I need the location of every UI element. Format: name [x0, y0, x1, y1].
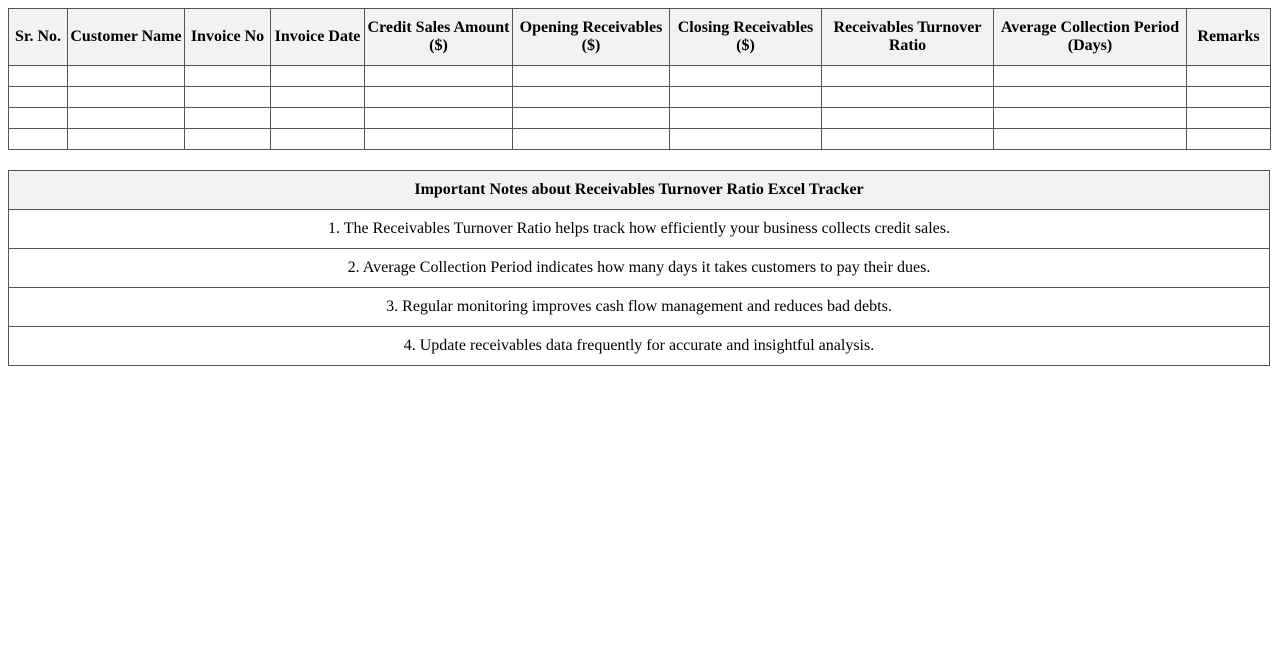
cell-customer-name[interactable]	[68, 129, 185, 150]
cell-opening-receivables[interactable]	[513, 87, 670, 108]
cell-credit-sales-amount[interactable]	[365, 66, 513, 87]
note-row	[9, 210, 1270, 249]
note-row	[9, 249, 1270, 288]
cell-remarks[interactable]	[1187, 108, 1271, 129]
note-row	[9, 327, 1270, 366]
note-item-3: 3. Regular monitoring improves cash flow management and reduces bad debts.	[9, 288, 1270, 327]
header-credit-sales-amount: Credit Sales Amount ($)	[365, 9, 513, 66]
notes-title: Important Notes about Receivables Turnover Ratio Excel Tracker	[9, 171, 1270, 210]
table-row	[9, 87, 1271, 108]
cell-invoice-no[interactable]	[185, 108, 271, 129]
cell-receivables-turnover-ratio[interactable]	[822, 87, 994, 108]
notes-header-row	[9, 171, 1270, 210]
header-remarks: Remarks	[1187, 9, 1271, 66]
header-row	[9, 9, 1271, 66]
table-row	[9, 129, 1271, 150]
table-row	[9, 108, 1271, 129]
note-item-4: 4. Update receivables data frequently for accurate and insightful analysis.	[9, 327, 1270, 366]
cell-sr-no[interactable]	[9, 129, 68, 150]
note-item-1: 1. The Receivables Turnover Ratio helps track how efficiently your business collects credit sales.	[9, 210, 1270, 249]
cell-remarks[interactable]	[1187, 87, 1271, 108]
cell-closing-receivables[interactable]	[670, 108, 822, 129]
cell-sr-no[interactable]	[9, 87, 68, 108]
note-row	[9, 288, 1270, 327]
cell-closing-receivables[interactable]	[670, 66, 822, 87]
header-invoice-date: Invoice Date	[271, 9, 365, 66]
cell-invoice-date[interactable]	[271, 129, 365, 150]
table-row	[9, 66, 1271, 87]
cell-invoice-no[interactable]	[185, 66, 271, 87]
cell-credit-sales-amount[interactable]	[365, 87, 513, 108]
note-item-2: 2. Average Collection Period indicates how many days it takes customers to pay their dues.	[9, 249, 1270, 288]
cell-closing-receivables[interactable]	[670, 87, 822, 108]
cell-receivables-turnover-ratio[interactable]	[822, 129, 994, 150]
cell-average-collection-period[interactable]	[994, 66, 1187, 87]
cell-invoice-date[interactable]	[271, 87, 365, 108]
header-opening-receivables: Opening Receivables ($)	[513, 9, 670, 66]
cell-credit-sales-amount[interactable]	[365, 129, 513, 150]
cell-average-collection-period[interactable]	[994, 87, 1187, 108]
header-sr-no: Sr. No.	[9, 9, 68, 66]
header-customer-name: Customer Name	[68, 9, 185, 66]
cell-sr-no[interactable]	[9, 66, 68, 87]
cell-invoice-date[interactable]	[271, 108, 365, 129]
cell-invoice-date[interactable]	[271, 66, 365, 87]
cell-remarks[interactable]	[1187, 129, 1271, 150]
cell-average-collection-period[interactable]	[994, 129, 1187, 150]
cell-invoice-no[interactable]	[185, 87, 271, 108]
cell-customer-name[interactable]	[68, 66, 185, 87]
header-closing-receivables: Closing Receivables ($)	[670, 9, 822, 66]
cell-remarks[interactable]	[1187, 66, 1271, 87]
header-average-collection-period: Average Collection Period (Days)	[994, 9, 1187, 66]
header-receivables-turnover-ratio: Receivables Turnover Ratio	[822, 9, 994, 66]
receivables-tracker-table	[8, 8, 1271, 150]
cell-opening-receivables[interactable]	[513, 108, 670, 129]
header-invoice-no: Invoice No	[185, 9, 271, 66]
cell-receivables-turnover-ratio[interactable]	[822, 108, 994, 129]
cell-average-collection-period[interactable]	[994, 108, 1187, 129]
cell-credit-sales-amount[interactable]	[365, 108, 513, 129]
cell-invoice-no[interactable]	[185, 129, 271, 150]
cell-opening-receivables[interactable]	[513, 66, 670, 87]
cell-opening-receivables[interactable]	[513, 129, 670, 150]
cell-customer-name[interactable]	[68, 87, 185, 108]
important-notes-table	[8, 170, 1270, 366]
cell-receivables-turnover-ratio[interactable]	[822, 66, 994, 87]
cell-closing-receivables[interactable]	[670, 129, 822, 150]
cell-sr-no[interactable]	[9, 108, 68, 129]
cell-customer-name[interactable]	[68, 108, 185, 129]
